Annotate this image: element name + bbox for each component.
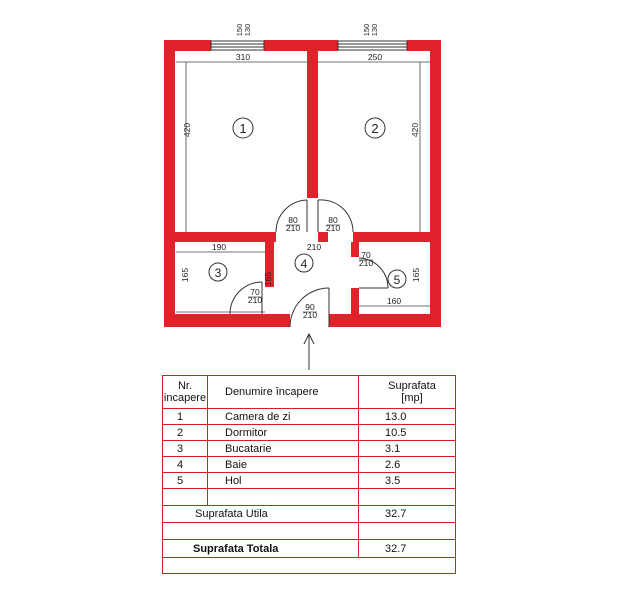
table-header-row: [163, 376, 455, 408]
header-area-line1: Suprafata: [388, 380, 436, 392]
row-area: 2.6: [385, 458, 401, 471]
dim-window1-a: 150: [235, 23, 244, 37]
useful-area-label: Suprafata Utila: [195, 508, 268, 520]
dim-door-bath-height: 210: [358, 258, 374, 268]
room-area-table: [162, 375, 456, 574]
useful-area-row: [163, 505, 455, 522]
table-row: [163, 424, 455, 440]
header-nr-line1: Nr.: [177, 380, 193, 392]
dim-door1-height: 210: [285, 223, 301, 233]
total-area-value: 32.7: [385, 542, 407, 555]
useful-area-value: 32.7: [385, 508, 407, 520]
header-area-line2: [mp]: [401, 392, 423, 404]
header-name: Denumire încapere: [225, 386, 319, 398]
entrance-arrow: [304, 334, 314, 370]
row-name: Hol: [225, 474, 242, 487]
dim-kitchen-width: 190: [211, 242, 227, 252]
row-name: Camera de zi: [225, 410, 291, 423]
table-row: [163, 472, 455, 488]
dim-hall-height: 165: [263, 271, 273, 287]
row-name: Baie: [225, 458, 248, 471]
row-nr: 4: [177, 458, 184, 471]
room-number-2: 2: [371, 121, 379, 136]
empty-row: [163, 488, 455, 505]
header-nr-line2: incapere: [163, 392, 207, 404]
row-area: 3.1: [385, 442, 401, 455]
row-nr: 5: [177, 474, 184, 487]
row-area: 10.5: [385, 426, 407, 439]
table-row: [163, 440, 455, 456]
dim-hall-width: 210: [306, 242, 322, 252]
empty-row: [163, 557, 455, 573]
empty-row: [163, 522, 455, 539]
dim-window2-a: 150: [362, 23, 371, 37]
total-area-row: [163, 539, 455, 557]
dim-room1-height: 420: [182, 122, 192, 138]
dim-door2-height: 210: [325, 223, 341, 233]
dim-kitchen-height: 165: [180, 267, 190, 283]
dim-door-bath-width: 70: [361, 250, 371, 260]
dim-window1-b: 130: [243, 23, 252, 37]
row-nr: 2: [177, 426, 184, 439]
header-nr: [163, 376, 207, 408]
dim-bath-width: 160: [386, 296, 402, 306]
row-area: 13.0: [385, 410, 407, 423]
room-number-5: 5: [393, 273, 401, 287]
dim-door1-width: 80: [288, 215, 298, 225]
room-number-1: 1: [239, 121, 247, 136]
dim-entrance-height: 210: [302, 310, 318, 320]
row-nr: 3: [177, 442, 184, 455]
total-area-label: Suprafata Totala: [193, 542, 279, 555]
dim-room2-height: 420: [410, 122, 420, 138]
table-row: [163, 456, 455, 472]
room-number-3: 3: [214, 266, 222, 280]
dim-room2-width: 250: [367, 52, 383, 62]
dim-room1-width: 310: [235, 52, 251, 62]
dim-door-kitchen-width: 70: [250, 287, 260, 297]
row-name: Bucatarie: [225, 442, 272, 455]
table-row: [163, 408, 455, 424]
dim-bath-height: 165: [411, 267, 421, 283]
room-number-4: 4: [300, 257, 308, 271]
dim-entrance-width: 90: [305, 302, 315, 312]
dim-door2-width: 80: [328, 215, 338, 225]
row-name: Dormitor: [225, 426, 268, 439]
header-area: [372, 376, 452, 408]
dim-window2-b: 130: [370, 23, 379, 37]
dim-door-kitchen-height: 210: [247, 295, 263, 305]
row-area: 3.5: [385, 474, 401, 487]
row-nr: 1: [177, 410, 184, 423]
